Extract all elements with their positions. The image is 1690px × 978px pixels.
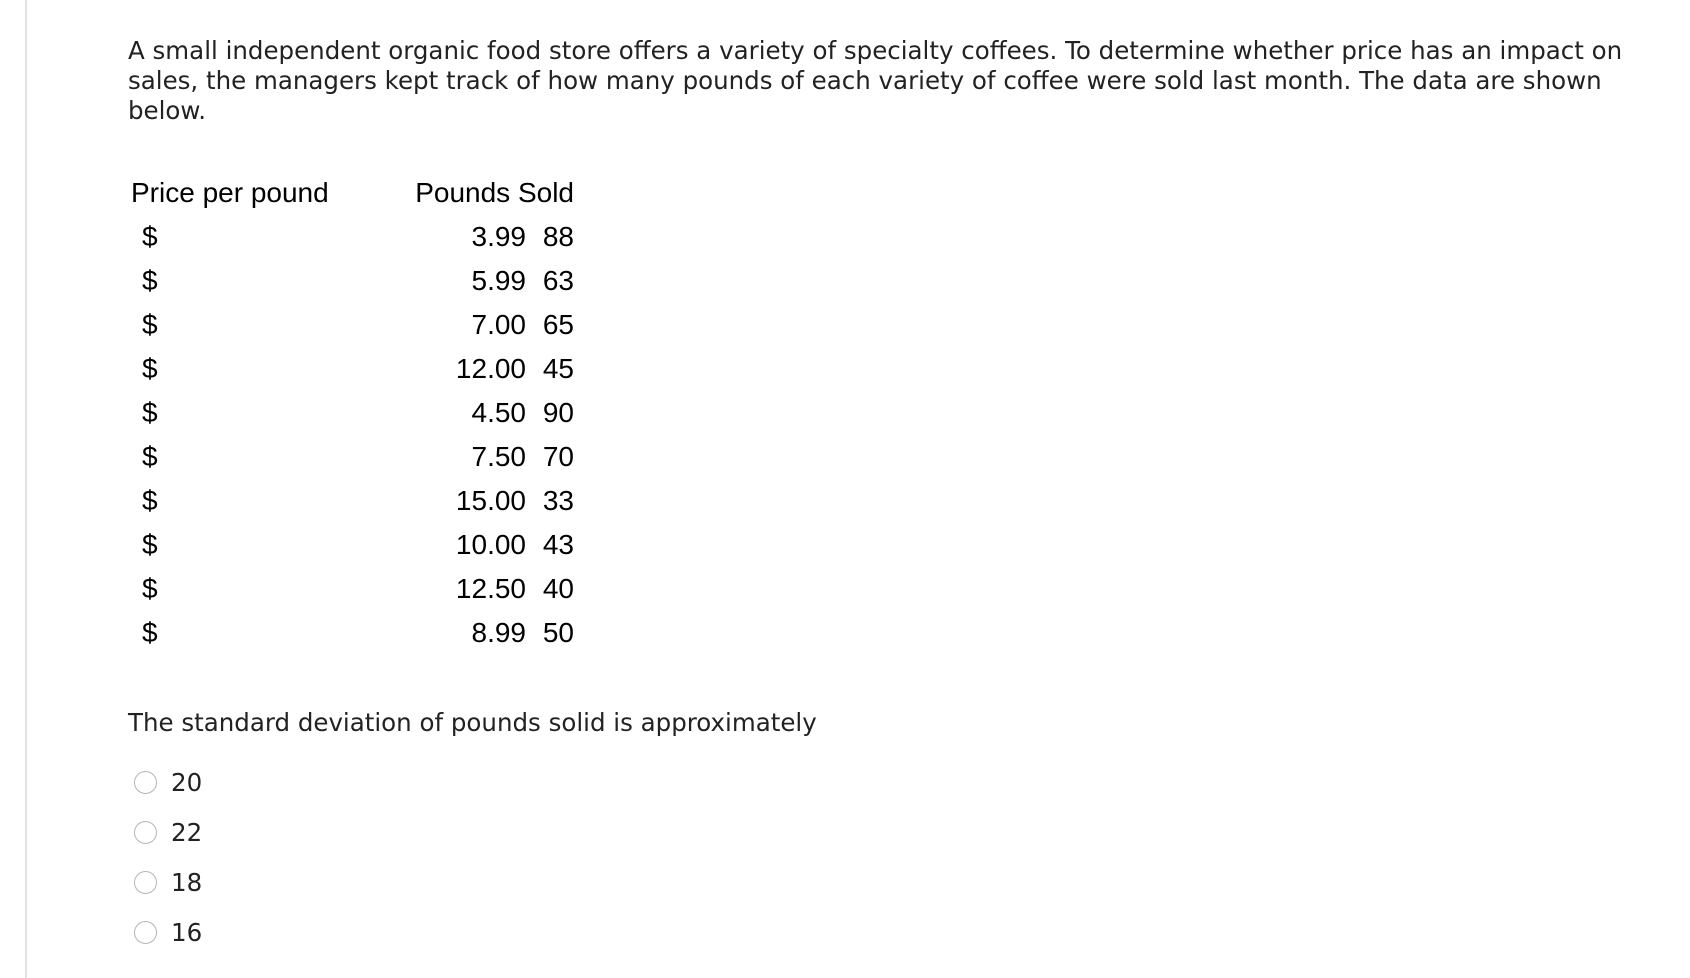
price-cell: 5.99 — [471, 265, 526, 296]
currency-symbol: $ — [142, 441, 158, 472]
pounds-sold-cell: 40 — [542, 573, 574, 604]
question-stem: The standard deviation of pounds solid is approximately — [128, 708, 817, 737]
currency-symbol: $ — [142, 485, 158, 516]
price-cell: 7.00 — [471, 309, 526, 340]
answer-option-label[interactable]: 20 — [171, 767, 203, 797]
price-column-header: Price per pound — [131, 177, 329, 208]
currency-symbol: $ — [142, 221, 158, 252]
question-prompt: A small independent organic food store offers a variety of specialty coffees. To determine whether price has an impact on sales, the managers kept track of how many pounds of each variety of coffee were sold last month. The data are shown below. — [128, 36, 1623, 125]
pounds-sold-cell: 88 — [542, 221, 574, 252]
table-row — [128, 265, 588, 309]
radio-button[interactable] — [134, 871, 157, 894]
data-table — [128, 177, 588, 661]
answer-option[interactable] — [134, 857, 202, 907]
table-row — [128, 397, 588, 441]
answer-option[interactable] — [134, 757, 202, 807]
table-row — [128, 529, 588, 573]
pounds-sold-cell: 43 — [542, 529, 574, 560]
price-cell: 15.00 — [455, 485, 526, 516]
pounds-sold-cell: 65 — [542, 309, 574, 340]
radio-button[interactable] — [134, 821, 157, 844]
pounds-sold-cell: 50 — [542, 617, 574, 648]
answer-option-label[interactable]: 18 — [171, 867, 203, 897]
pounds-sold-cell: 70 — [542, 441, 574, 472]
table-body — [128, 221, 588, 661]
price-cell: 10.00 — [455, 529, 526, 560]
table-header — [128, 177, 588, 221]
table-row — [128, 485, 588, 529]
currency-symbol: $ — [142, 309, 158, 340]
answer-option-label[interactable]: 22 — [171, 817, 203, 847]
price-cell: 12.00 — [455, 353, 526, 384]
currency-symbol: $ — [142, 529, 158, 560]
table-row — [128, 309, 588, 353]
answer-options — [134, 757, 202, 957]
pounds-sold-cell: 63 — [542, 265, 574, 296]
answer-option[interactable] — [134, 907, 202, 957]
radio-button[interactable] — [134, 771, 157, 794]
table-row — [128, 441, 588, 485]
currency-symbol: $ — [142, 353, 158, 384]
table-row — [128, 573, 588, 617]
price-cell: 12.50 — [455, 573, 526, 604]
table-row — [128, 221, 588, 265]
price-cell: 3.99 — [471, 221, 526, 252]
answer-option[interactable] — [134, 807, 202, 857]
pounds-sold-cell: 33 — [542, 485, 574, 516]
pounds-sold-cell: 45 — [542, 353, 574, 384]
price-cell: 8.99 — [471, 617, 526, 648]
price-cell: 4.50 — [471, 397, 526, 428]
pounds-sold-column-header: Pounds Sold — [415, 177, 574, 208]
pounds-sold-cell: 90 — [542, 397, 574, 428]
currency-symbol: $ — [142, 265, 158, 296]
currency-symbol: $ — [142, 573, 158, 604]
table-row — [128, 353, 588, 397]
currency-symbol: $ — [142, 397, 158, 428]
answer-option-label[interactable]: 16 — [171, 917, 203, 947]
radio-button[interactable] — [134, 921, 157, 944]
currency-symbol: $ — [142, 617, 158, 648]
table-row — [128, 617, 588, 661]
price-cell: 7.50 — [471, 441, 526, 472]
